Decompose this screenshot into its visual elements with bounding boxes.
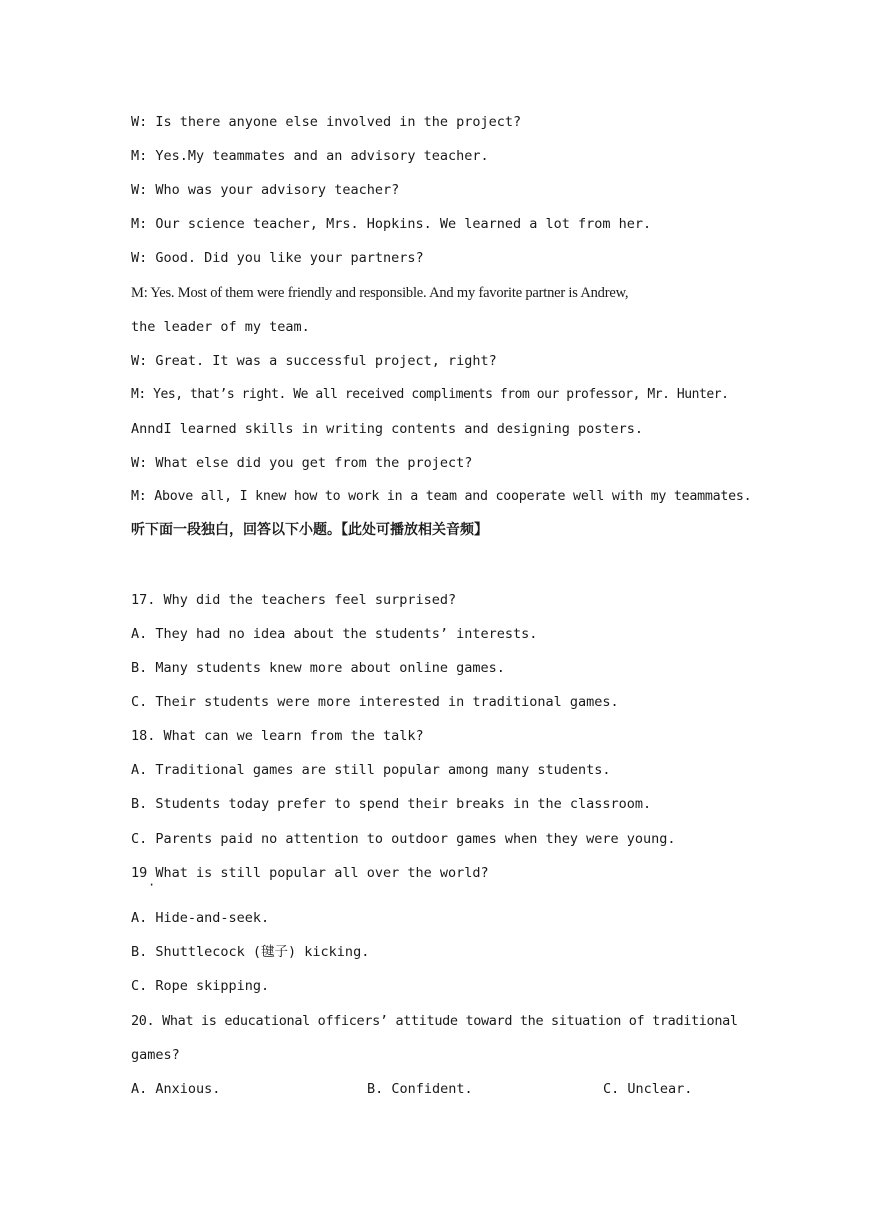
question-18-option-a: A. Traditional games are still popular among many students. xyxy=(131,762,611,778)
question-19-option-a: A. Hide-and-seek. xyxy=(131,910,270,926)
question-20-option-a: A. Anxious. xyxy=(131,1081,221,1097)
question-19-option-b: B. Shuttlecock (毽子) kicking. xyxy=(131,944,370,960)
question-17-option-c: C. Their students were more interested in traditional games. xyxy=(131,694,619,710)
stray-dot-mark: · xyxy=(148,878,156,892)
question-17-stem: 17. Why did the teachers feel surprised? xyxy=(131,592,457,608)
dialogue-line-11: W: What else did you get from the project? xyxy=(131,455,473,471)
dialogue-line-3: W: Who was your advisory teacher? xyxy=(131,182,400,198)
question-20-option-b: B. Confident. xyxy=(367,1081,473,1097)
dialogue-line-1: W: Is there anyone else involved in the project? xyxy=(131,114,522,130)
question-20-stem-line-2: games? xyxy=(131,1047,180,1063)
dialogue-line-8: W: Great. It was a successful project, right? xyxy=(131,353,497,369)
dialogue-line-7: the leader of my team. xyxy=(131,319,310,335)
dialogue-line-10: AnndI learned skills in writing contents and designing posters. xyxy=(131,421,644,437)
question-19-option-c: C. Rope skipping. xyxy=(131,978,270,994)
question-18-option-b: B. Students today prefer to spend their breaks in the classroom. xyxy=(131,796,652,812)
section-instruction: 听下面一段独白，回答以下小题。【此处可播放相关音频】 xyxy=(131,522,488,538)
question-17-option-b: B. Many students knew more about online games. xyxy=(131,660,505,676)
question-19-stem: 19 What is still popular all over the world? xyxy=(131,865,489,881)
question-20-stem-line-1: 20. What is educational officers’ attitude toward the situation of traditional xyxy=(131,1013,738,1029)
dialogue-line-2: M: Yes.My teammates and an advisory teacher. xyxy=(131,148,489,164)
question-18-stem: 18. What can we learn from the talk? xyxy=(131,728,424,744)
question-17-option-a: A. They had no idea about the students’ interests. xyxy=(131,626,538,642)
dialogue-line-6: M: Yes. Most of them were friendly and responsible. And my favorite partner is Andrew, xyxy=(131,285,629,301)
dialogue-line-9: M: Yes, that’s right. We all received compliments from our professor, Mr. Hunter. xyxy=(131,387,729,402)
dialogue-line-12: M: Above all, I knew how to work in a team and cooperate well with my teammates. xyxy=(131,489,752,504)
question-18-option-c: C. Parents paid no attention to outdoor games when they were young. xyxy=(131,831,676,847)
dialogue-line-4: M: Our science teacher, Mrs. Hopkins. We learned a lot from her. xyxy=(131,216,652,232)
dialogue-line-5: W: Good. Did you like your partners? xyxy=(131,250,424,266)
question-20-option-c: C. Unclear. xyxy=(603,1081,693,1097)
